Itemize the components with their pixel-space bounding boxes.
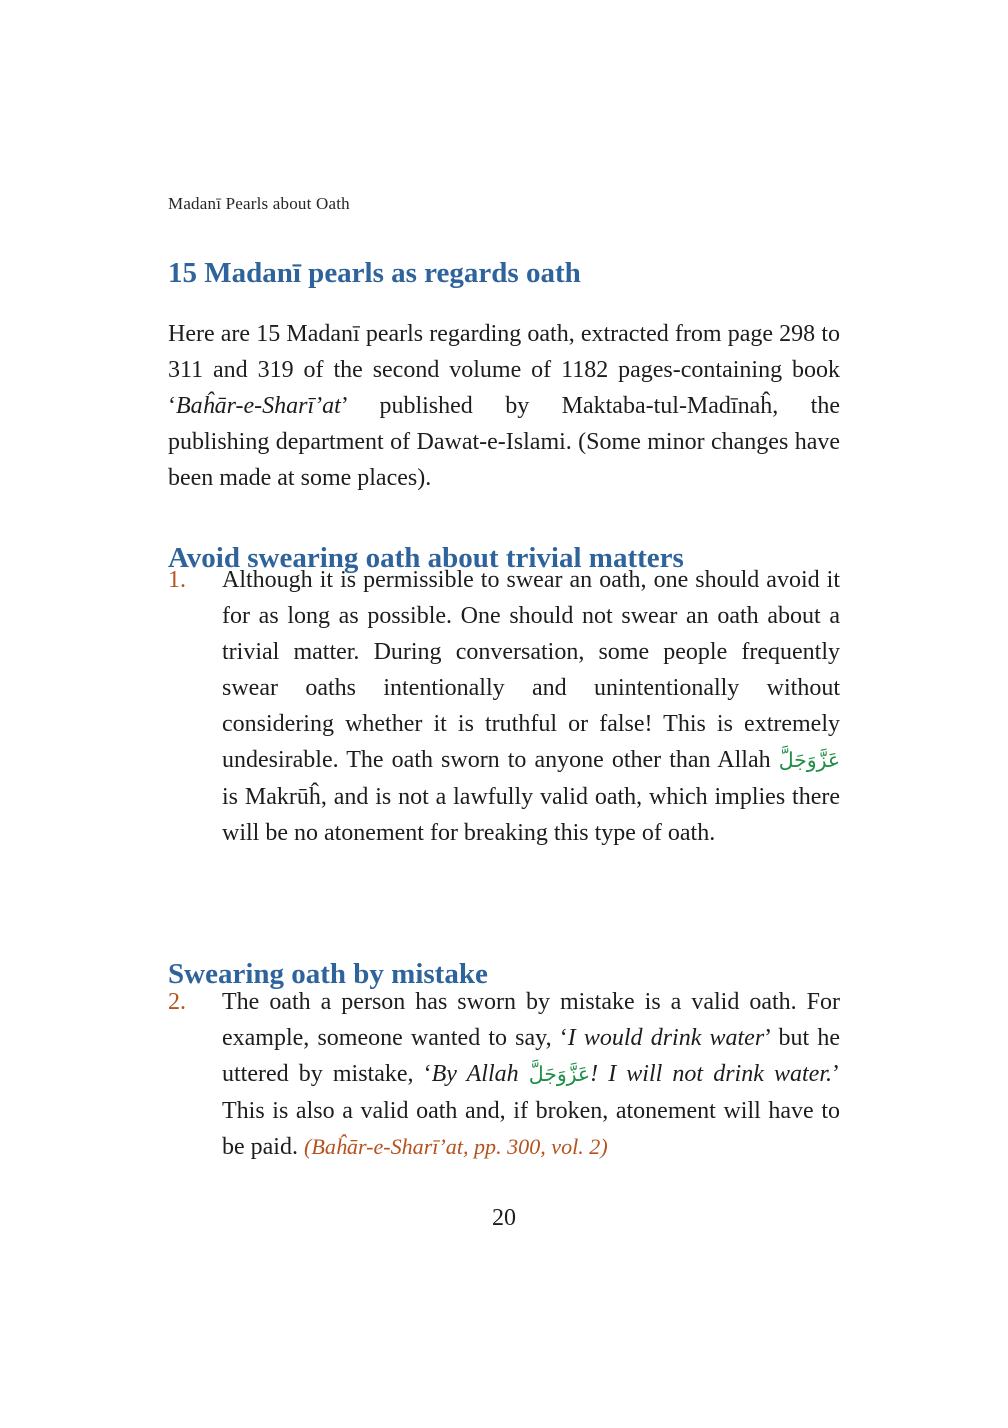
list-item-2 <box>168 984 840 1165</box>
list-item-1-number: 1. <box>168 567 186 593</box>
italic-text: ! I will not drink water. <box>590 1061 833 1087</box>
italic-text: Baĥār-e-Sharī’at <box>176 393 341 419</box>
italic-text: I would drink water <box>567 1025 765 1051</box>
section-heading-oath-by-mistake: Swearing oath by mistake <box>168 958 488 991</box>
section-heading-trivial-matters: Avoid swearing oath about trivial matters <box>168 542 684 575</box>
italic-text: By Allah <box>431 1061 529 1087</box>
citation: (Baĥār-e-Sharī’at, pp. 300, vol. 2) <box>303 1134 608 1159</box>
list-item-1-text <box>222 562 840 851</box>
list-item-1 <box>168 562 840 851</box>
text-run: Here are 15 Madanī pearls regarding oath, extracted from page 298 to 311 and 319 of the second volume of 1182 pages-containing book ‘ <box>168 321 840 419</box>
text-run: ’ but he uttered by mistake, ‘ <box>222 1025 840 1087</box>
intro-paragraph <box>168 316 840 496</box>
arabic-honorific: عَزَّوَجَلَّ <box>778 750 840 772</box>
list-item-2-number: 2. <box>168 989 186 1015</box>
text-run: ’ This is also a valid oath and, if broken, atonement will have to be paid. <box>222 1061 841 1160</box>
running-header: Madanī Pearls about Oath <box>168 194 350 213</box>
arabic-honorific: عَزَّوَجَلَّ <box>528 1064 591 1086</box>
list-item-2-text <box>222 984 840 1165</box>
page-number: 20 <box>492 1205 516 1231</box>
text-run: Although it is permissible to swear an oath, one should avoid it for as long as possible. One should not swear an oath about a trivial matter. During conversation, some people frequently swear oaths intentionally and unintentionally without considering whether it is truthful or false! This is extremely undesirable. The oath sworn to anyone other than Allah <box>222 567 840 773</box>
text-run: The oath a person has sworn by mistake is a valid oath. For example, someone wanted to say, ‘ <box>222 989 840 1051</box>
page-title: 15 Madanī pearls as regards oath <box>168 257 581 290</box>
text-run: is Makrūĥ, and is not a lawfully valid oath, which implies there will be no atonement for breaking this type of oath. <box>222 784 840 846</box>
text-run: ’ published by Maktaba-tul-Madīnaĥ, the publishing department of Dawat-e-Islami. (Some minor changes have been made at some places). <box>168 393 840 491</box>
